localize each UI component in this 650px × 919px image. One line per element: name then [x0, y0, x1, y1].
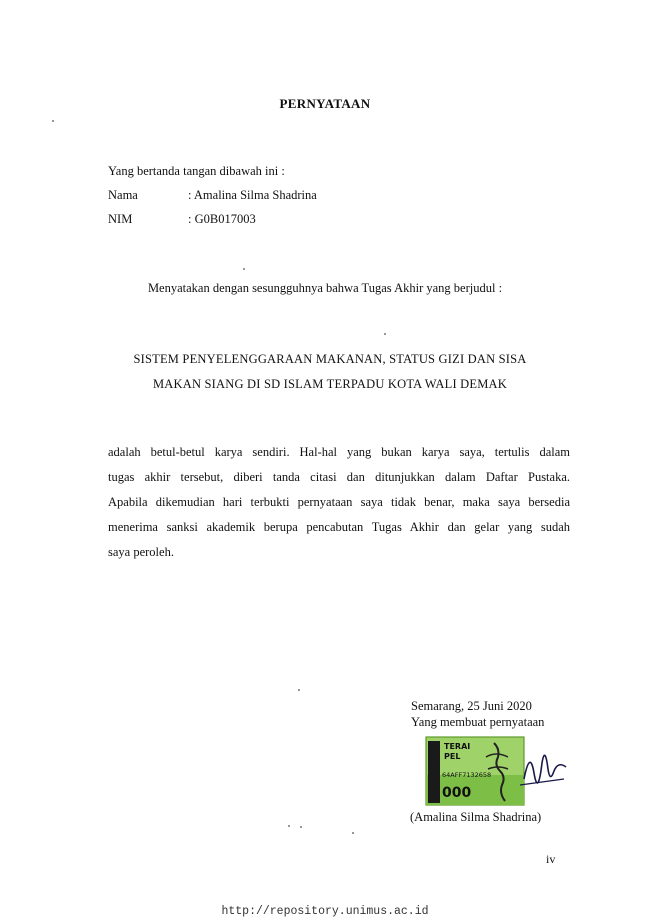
stamp-text-mid: PEL	[444, 752, 461, 761]
scan-speck	[52, 120, 54, 122]
field-label-name: Nama	[108, 188, 138, 202]
field-value-name: : Amalina Silma Shadrina	[188, 188, 317, 202]
paragraph-line: Apabila dikemudian hari terbukti pernyataan saya tidak benar, maka saya bersedia	[108, 495, 570, 509]
declaration-text: Menyatakan dengan sesungguhnya bahwa Tugas Akhir yang berjudul :	[147, 281, 503, 295]
paragraph-line: tugas akhir tersebut, diberi tanda citasi dan ditunjukkan dalam Daftar Pustaka.	[108, 470, 570, 484]
revenue-stamp	[420, 735, 570, 807]
field-value-nim: : G0B017003	[188, 212, 256, 226]
footer-url: http://repository.unimus.ac.id	[221, 905, 429, 918]
stamp-value: 000	[442, 785, 472, 801]
thesis-title-line: MAKAN SIANG DI SD ISLAM TERPADU KOTA WALI DEMAK	[152, 377, 508, 391]
scan-speck	[243, 268, 245, 270]
signature-place-date: Semarang, 25 Juni 2020	[411, 699, 532, 713]
paragraph-line: menerima sanksi akademik berupa pencabutan Tugas Akhir dan gelar yang sudah	[108, 520, 570, 534]
scan-speck	[298, 689, 300, 691]
thesis-title-line: SISTEM PENYELENGGARAAN MAKANAN, STATUS GIZI DAN SISA	[133, 352, 527, 366]
paragraph-line: adalah betul-betul karya sendiri. Hal-hal yang bukan karya saya, tertulis dalam	[108, 445, 570, 459]
scan-speck	[288, 825, 290, 827]
stamp-serial: 64AFF7132658	[442, 771, 492, 779]
signature-name: (Amalina Silma Shadrina)	[410, 810, 542, 824]
scan-speck	[384, 333, 386, 335]
handwritten-signature-icon	[524, 755, 566, 783]
intro-text: Yang bertanda tangan dibawah ini :	[108, 164, 285, 178]
scan-speck	[300, 826, 302, 828]
page-number: iv	[546, 852, 556, 866]
signature-maker-label: Yang membuat pernyataan	[411, 715, 545, 729]
stamp-text-top: TERAI	[444, 742, 471, 751]
scan-speck	[352, 832, 354, 834]
field-label-nim: NIM	[108, 212, 133, 226]
redaction-mark	[428, 741, 440, 803]
document-title: PERNYATAAN	[279, 96, 371, 111]
paragraph-line: saya peroleh.	[108, 545, 174, 559]
